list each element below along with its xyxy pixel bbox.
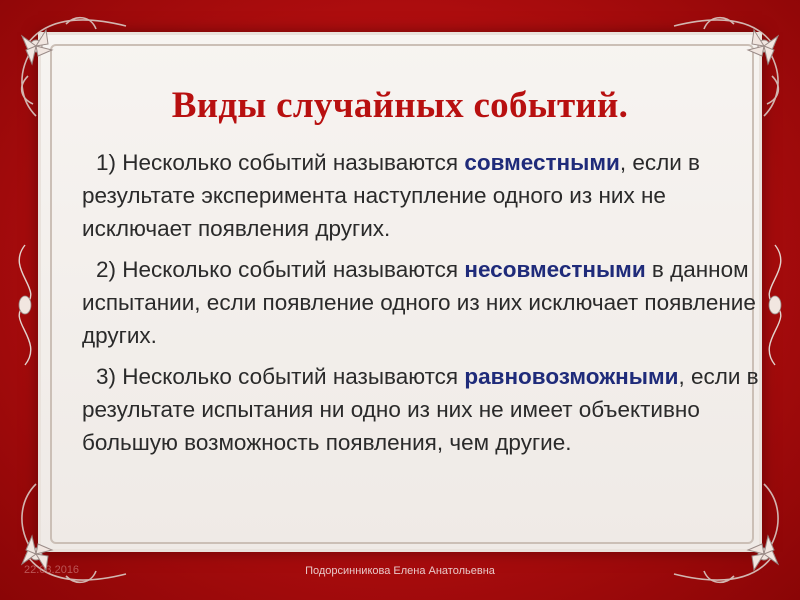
- paragraph-1-before: 1) Несколько событий называются: [96, 150, 465, 175]
- paragraph-3-before: 3) Несколько событий называются: [96, 364, 465, 389]
- paragraph-2-before: 2) Несколько событий называются: [96, 257, 465, 282]
- slide-date: 22.03.2016: [24, 564, 80, 576]
- paragraph-2-after: в данном испытании, если появление одного из них исключает появление других.: [82, 257, 756, 348]
- slide-title: Виды случайных событий.: [171, 85, 629, 126]
- paragraph-1-after: , если в результате эксперимента наступление одного из них не исключает появления других.: [82, 150, 701, 241]
- floral-ornament-icon: [0, 240, 50, 370]
- slide-footer-author: Подорсинникова Елена Анатольевна: [305, 565, 495, 577]
- slide-body: [82, 146, 762, 467]
- paragraph-3: [82, 360, 762, 459]
- keyword-joint: совместными: [464, 150, 620, 175]
- paragraph-3-after: , если в результате испытания ни одно из них не имеет объективно большую возможность появления, чем другие.: [82, 364, 759, 455]
- keyword-incompatible: несовместными: [464, 257, 646, 282]
- paragraph-1: [82, 146, 762, 245]
- paragraph-2: [82, 253, 762, 352]
- keyword-equiprobable: равновозможными: [464, 364, 679, 389]
